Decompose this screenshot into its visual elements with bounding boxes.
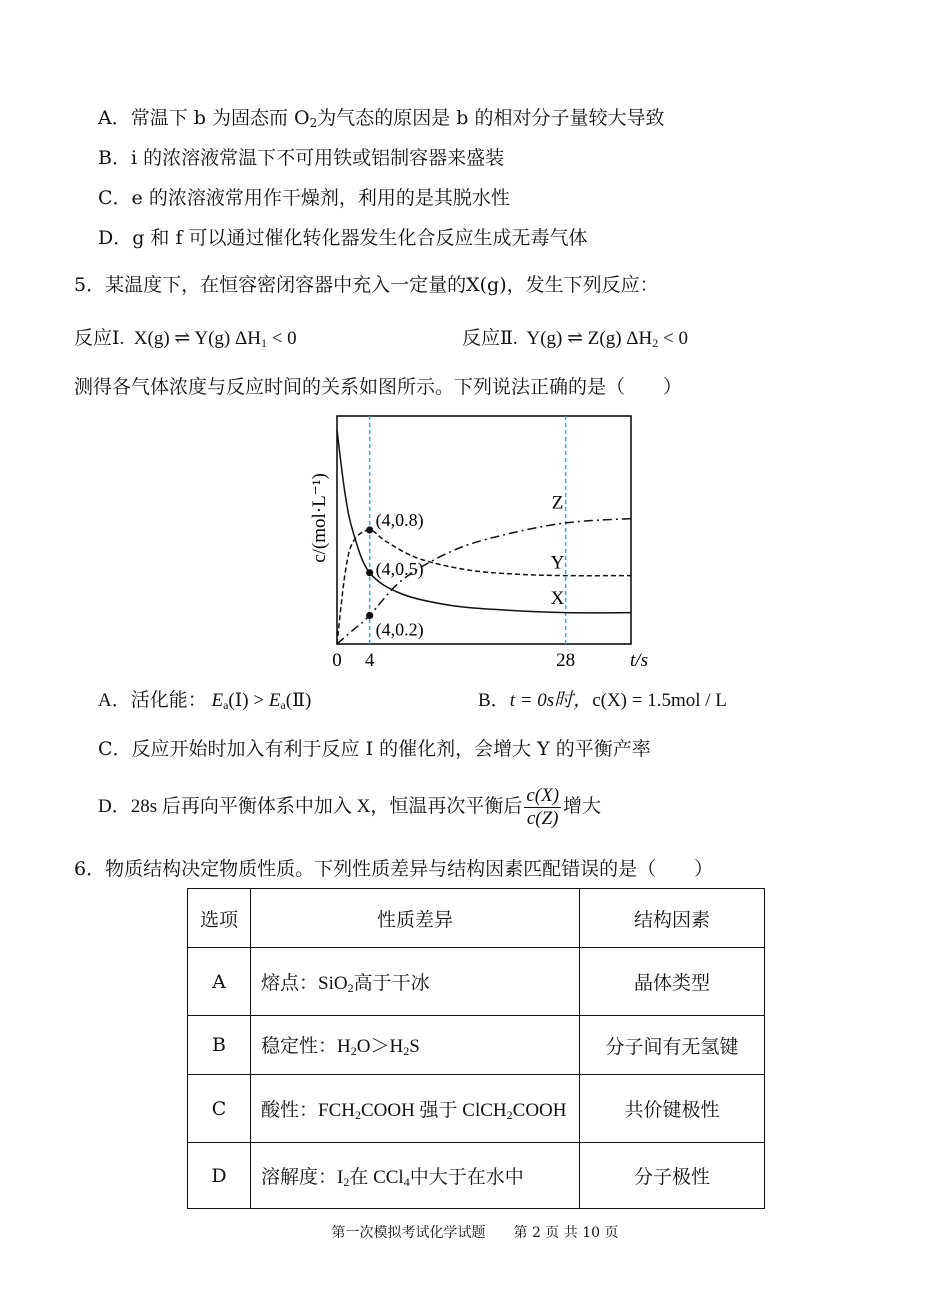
page-footer: 第一次模拟考试化学试题 第 2 页 共 10 页 [331, 1225, 619, 1241]
q6-table [187, 888, 765, 1209]
data-point-(4,0.5) [366, 569, 373, 576]
annotation-label: (4,0.2) [375, 619, 424, 640]
header-factor: 结构因素 [580, 889, 765, 948]
x-tick-label: 4 [364, 650, 375, 671]
x-axis-label: t/s [630, 650, 648, 671]
annotation-label: (4,0.5) [375, 558, 424, 579]
concentration-time-chart [300, 408, 660, 672]
series-y-label: Y [550, 552, 565, 574]
header-property: 性质差异 [251, 889, 580, 948]
q5-prompt: 测得各气体浓度与反应时间的关系如图所示。下列说法正确的是（ ） [74, 376, 683, 398]
q4-option-d: D．g 和 f 可以通过催化转化器发生化合反应生成无毒气体 [98, 227, 588, 249]
q5-stem: 5．某温度下，在恒容密闭容器中充入一定量的X(g)，发生下列反应： [74, 274, 659, 296]
table-row: C 酸性：$FCH_2COOH$ 强于 ClCH$_2$COOH 共价键极性 [188, 1075, 765, 1143]
series-z-label: Z [551, 492, 564, 514]
q4-option-a: A．常温下 b 为固态而 $O_2$为气态的原因是 b 的相对分子量较大导致 [98, 107, 665, 130]
ratio-fraction: $\frac{c(X)}{c(Z)}$ [526, 784, 560, 829]
q5-option-b: B．t = 0s时，c(X) = 1.5mol / L [478, 690, 727, 711]
plot-frame [337, 416, 631, 644]
y-axis-label: c/(mol·L⁻¹) [309, 473, 330, 563]
table-header-row [188, 889, 765, 948]
data-point-(4,0.8) [366, 526, 373, 533]
table-row: D 溶解度：$I_2$在 CCl$_4$中大于在水中 分子极性 [188, 1143, 765, 1209]
table-row: A 熔点：SiO$_2$高于干冰 晶体类型 [188, 948, 765, 1016]
series-x-label: X [550, 588, 565, 610]
x-tick-label: 0 [332, 650, 342, 671]
q5-option-d: D．28s 后再向平衡体系中加入 X，恒温再次平衡后 $\frac{c(X)}{c(Z)}$ 增大 [98, 784, 602, 829]
q4-option-c: C．e 的浓溶液常用作干燥剂，利用的是其脱水性 [98, 187, 510, 209]
q5-reaction-2: 反应Ⅱ. Y(g) ⇌ Z(g) $\Delta H_2 < 0$ [462, 328, 688, 350]
q5-option-a: A．活化能： $E_a(Ⅰ)$ > $E_a(Ⅱ)$ [98, 690, 312, 712]
annotation-label: (4,0.8) [375, 510, 424, 530]
table-row: B 稳定性：$H_2O>H_2S$ 分子间有无氢键 [188, 1016, 765, 1075]
q6-stem: 6．物质结构决定物质性质。下列性质差异与结构因素匹配错误的是（ ） [74, 858, 714, 880]
data-point-(4,0.2) [366, 612, 373, 619]
x-tick-label: 28 [556, 650, 576, 671]
activation-energy-expression: $E_a(Ⅰ)$ > $E_a(Ⅱ)$ [211, 690, 312, 712]
q4-option-b: B．i 的浓溶液常温下不可用铁或铝制容器来盛装 [98, 147, 505, 169]
q5-option-c: C．反应开始时加入有利于反应 I 的催化剂，会增大 Y 的平衡产率 [98, 738, 651, 760]
header-option: 选项 [188, 889, 251, 948]
q5-reaction-1: 反应Ⅰ. X(g) ⇌ Y(g) $\Delta H_1 < 0$ [74, 328, 297, 350]
